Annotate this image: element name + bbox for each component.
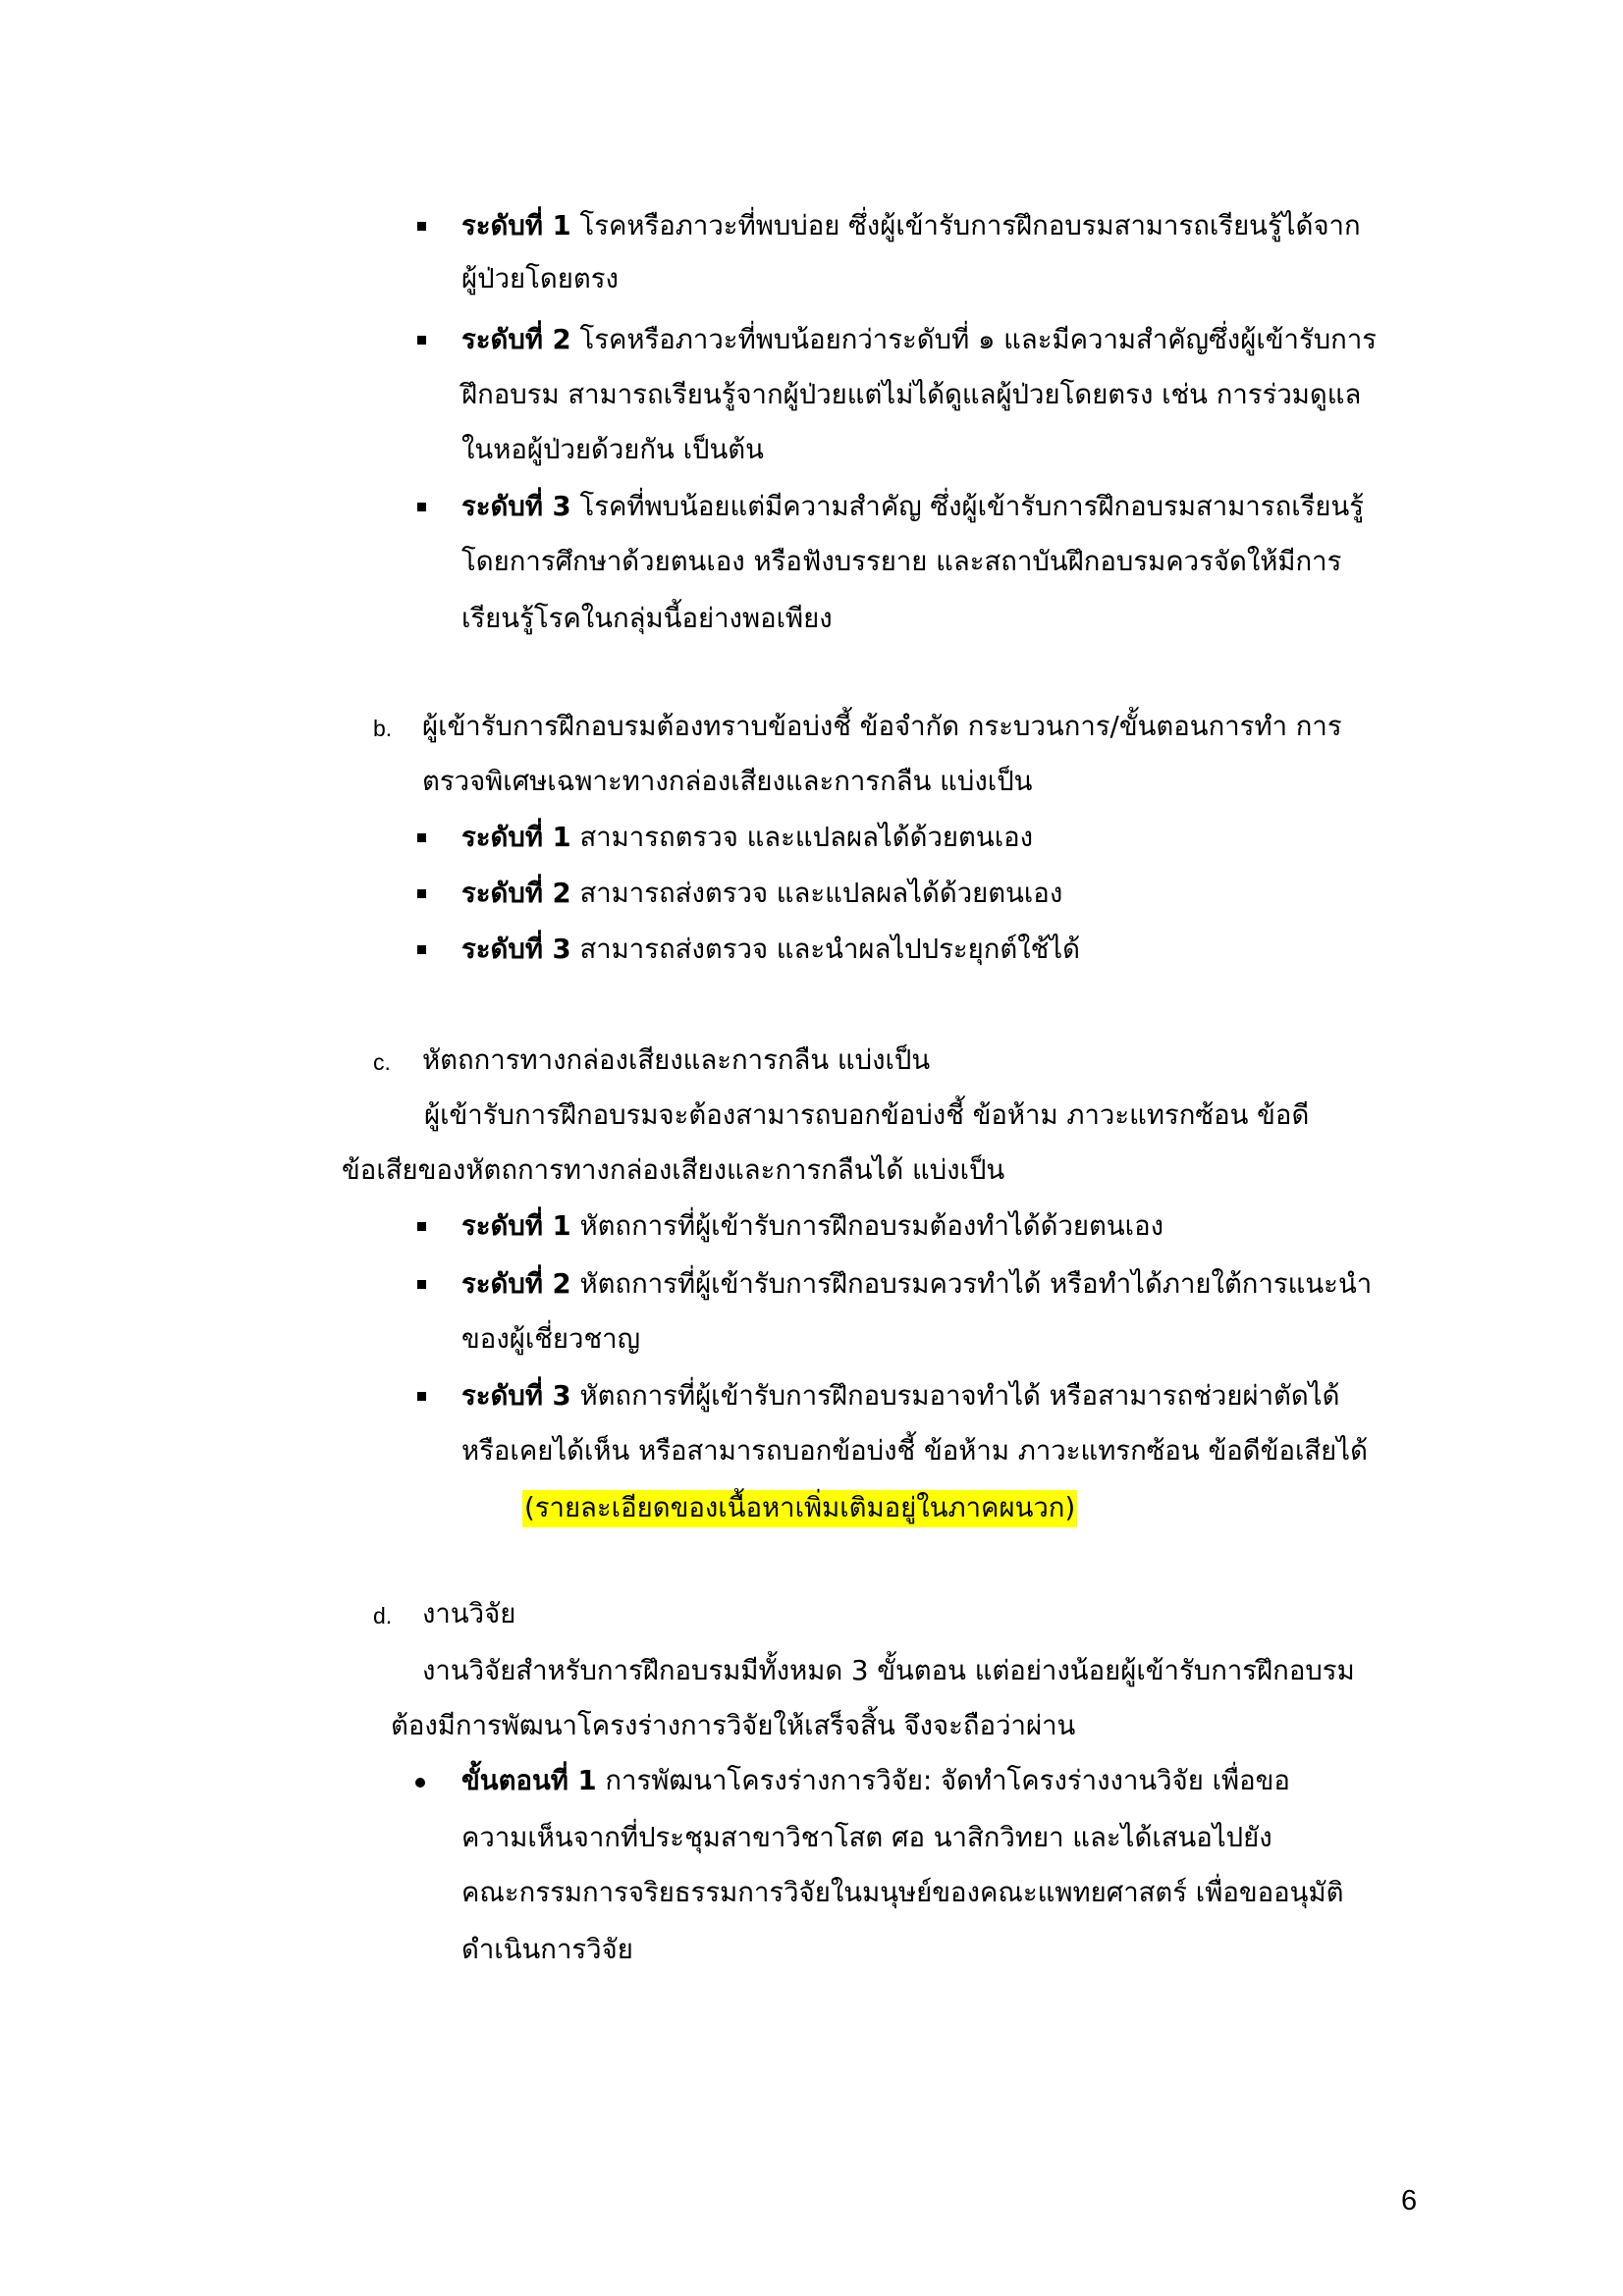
list-item-text: สามารถตรวจ และแปลผลได้ด้วยตนเอง	[570, 822, 1034, 853]
level-label: ระดับที่ 2	[461, 878, 571, 909]
list-item	[461, 320, 1377, 359]
section-c-paragraph-continuation: ข้อเสียของหัตถการทางกล่องเสียงและการกลืนได้ แบ่งเป็น	[342, 1154, 1005, 1186]
list-item-text: หัตถการที่ผู้เข้ารับการฝึกอบรมควรทำได้ หรือทำได้ภายใต้การแนะนำ	[570, 1268, 1373, 1300]
list-item-continuation: ของผู้เชี่ยวชาญ	[461, 1323, 641, 1355]
level-label: ระดับที่ 1	[461, 1210, 571, 1242]
list-item	[461, 1206, 1163, 1246]
section-c-heading: หัตถการทางกล่องเสียงและการกลืน แบ่งเป็น	[422, 1044, 931, 1076]
page-number: 6	[1401, 2185, 1418, 2216]
list-item-text: หัตถการที่ผู้เข้ารับการฝึกอบรมต้องทำได้ด้วยตนเอง	[570, 1210, 1164, 1242]
bullet	[417, 336, 426, 345]
list-item-text: โรคหรือภาวะที่พบน้อยกว่าระดับที่ ๑ และมีความสำคัญซึ่งผู้เข้ารับการ	[570, 324, 1378, 355]
bullet-dot	[415, 1778, 425, 1788]
list-item	[461, 930, 1080, 969]
research-step-continuation: ความเห็นจากที่ประชุมสาขาวิชาโสต ศอ นาสิกวิทยา และได้เสนอไปยัง	[461, 1822, 1272, 1853]
section-b-heading-continuation: ตรวจพิเศษเฉพาะทางกล่องเสียงและการกลืน แบ่งเป็น	[422, 766, 1033, 797]
level-label: ระดับที่ 1	[461, 210, 571, 241]
list-item-continuation: หรือเคยได้เห็น หรือสามารถบอกข้อบ่งชี้ ข้อห้าม ภาวะแทรกซ้อน ข้อดีข้อเสียได้	[461, 1435, 1368, 1467]
step-text: การพัฒนาโครงร่างการวิจัย: จัดทำโครงร่างงานวิจัย เพื่อขอ	[596, 1765, 1290, 1796]
list-item-text: สามารถส่งตรวจ และนำผลไปประยุกต์ใช้ได้	[570, 934, 1081, 965]
section-d-paragraph: งานวิจัยสำหรับการฝึกอบรมมีทั้งหมด 3 ขั้นตอน แต่อย่างน้อยผู้เข้ารับการฝึกอบรม	[422, 1655, 1355, 1686]
list-item	[461, 1264, 1372, 1304]
bullet	[417, 1280, 426, 1289]
list-item-text: โรคหรือภาวะที่พบบ่อย ซึ่งผู้เข้ารับการฝึกอบรมสามารถเรียนรู้ได้จาก	[570, 210, 1361, 241]
list-item-continuation: ฝึกอบรม สามารถเรียนรู้จากผู้ป่วยแต่ไม่ได้ดูแลผู้ป่วยโดยตรง เช่น การร่วมดูแล	[461, 379, 1362, 410]
list-item	[461, 818, 1033, 857]
bullet	[417, 1392, 426, 1401]
bullet	[417, 222, 426, 231]
section-marker-b: b.	[373, 716, 393, 741]
appendix-note	[522, 1488, 1077, 1527]
bullet	[417, 889, 426, 898]
list-item	[461, 874, 1062, 913]
list-item-text: สามารถส่งตรวจ และแปลผลได้ด้วยตนเอง	[570, 878, 1063, 909]
list-item-continuation: โดยการศึกษาด้วยตนเอง หรือฟังบรรยาย และสถาบันฝึกอบรมควรจัดให้มีการ	[461, 546, 1342, 577]
list-item	[461, 1376, 1339, 1415]
step-label: ขั้นตอนที่ 1	[461, 1765, 597, 1796]
level-label: ระดับที่ 3	[461, 934, 571, 965]
bullet	[417, 945, 426, 954]
list-item-continuation: ในหอผู้ป่วยด้วยกัน เป็นต้น	[461, 434, 764, 465]
research-step-continuation: คณะกรรมการจริยธรรมการวิจัยในมนุษย์ของคณะแพทยศาสตร์ เพื่อขออนุมัติ	[461, 1877, 1344, 1908]
level-label: ระดับที่ 3	[461, 491, 571, 522]
section-marker-c: c.	[373, 1049, 391, 1075]
section-d-paragraph-continuation: ต้องมีการพัฒนาโครงร่างการวิจัยให้เสร็จสิ้น จึงจะถือว่าผ่าน	[391, 1710, 1076, 1741]
highlighted-note: (รายละเอียดของเนื้อหาเพิ่มเติมอยู่ในภาคผนวก)	[522, 1490, 1077, 1527]
level-label: ระดับที่ 2	[461, 324, 571, 355]
section-c-paragraph: ผู้เข้ารับการฝึกอบรมจะต้องสามารถบอกข้อบ่งชี้ ข้อห้าม ภาวะแทรกซ้อน ข้อดี	[424, 1099, 1310, 1131]
section-marker-d: d.	[373, 1603, 393, 1629]
section-b-heading: ผู้เข้ารับการฝึกอบรมต้องทราบข้อบ่งชี้ ข้อจำกัด กระบวนการ/ขั้นตอนการทำ การ	[422, 711, 1342, 742]
list-item	[461, 206, 1361, 245]
level-label: ระดับที่ 1	[461, 822, 571, 853]
list-item-continuation: ผู้ป่วยโดยตรง	[461, 263, 619, 294]
level-label: ระดับที่ 3	[461, 1380, 571, 1412]
level-label: ระดับที่ 2	[461, 1268, 571, 1300]
list-item-continuation: เรียนรู้โรคในกลุ่มนี้อย่างพอเพียง	[461, 603, 833, 634]
list-item-text: โรคที่พบน้อยแต่มีความสำคัญ ซึ่งผู้เข้ารับการฝึกอบรมสามารถเรียนรู้	[570, 491, 1365, 522]
list-item-text: หัตถการที่ผู้เข้ารับการฝึกอบรมอาจทำได้ หรือสามารถช่วยผ่าตัดได้	[570, 1380, 1340, 1412]
list-item	[461, 487, 1364, 526]
bullet	[417, 503, 426, 511]
research-step	[461, 1761, 1290, 1800]
research-step-continuation: ดำเนินการวิจัย	[461, 1934, 633, 1965]
section-d-heading: งานวิจัย	[422, 1598, 516, 1629]
bullet	[417, 1222, 426, 1231]
bullet	[417, 833, 426, 842]
